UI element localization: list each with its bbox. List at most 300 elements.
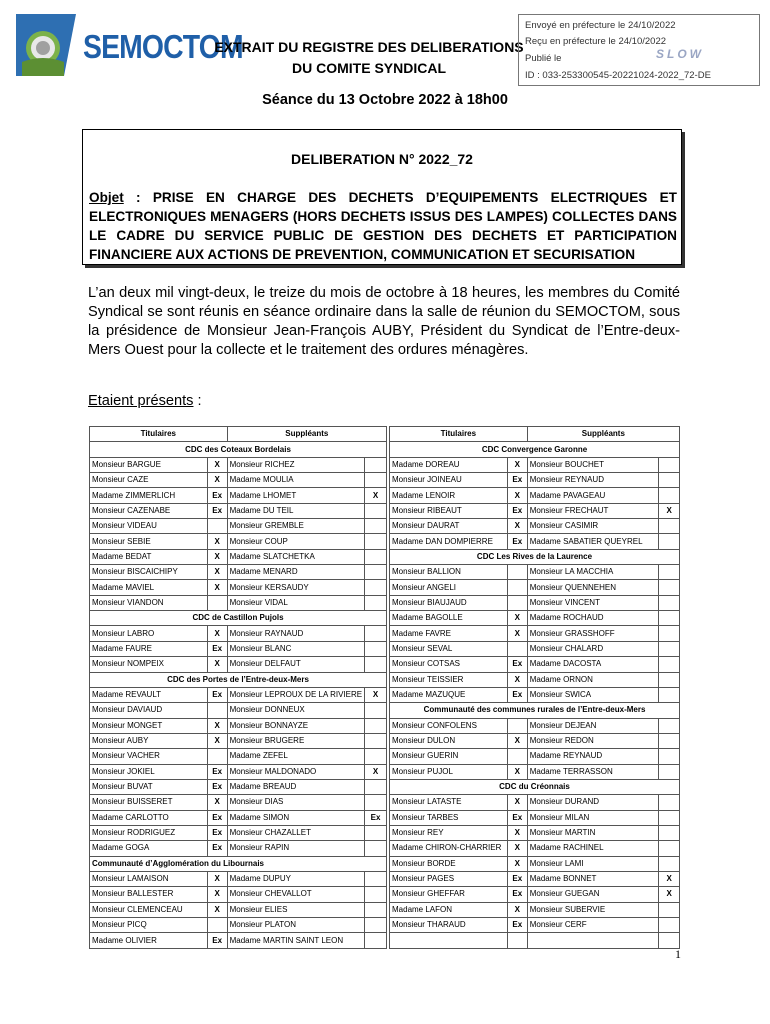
titulaire-name: Monsieur GHEFFAR: [390, 887, 508, 902]
titulaire-name: Madame FAVRE: [390, 626, 508, 641]
titulaire-name: Monsieur BISCAICHIPY: [90, 565, 208, 580]
etaient-label: Etaient présents: [88, 393, 194, 409]
suppleant-mark: [659, 672, 680, 687]
suppleant-mark: [365, 626, 387, 641]
titulaire-name: Monsieur BARGUE: [90, 457, 208, 472]
titulaire-name: Monsieur BUVAT: [90, 779, 208, 794]
titulaire-mark: [507, 595, 527, 610]
titulaire-name: Monsieur AUBY: [90, 733, 208, 748]
suppleant-name: Monsieur DIAS: [227, 795, 365, 810]
titulaire-name: Monsieur GUERIN: [390, 749, 508, 764]
titulaire-mark: X: [507, 672, 527, 687]
titulaire-mark: Ex: [507, 810, 527, 825]
suppleant-name: Madame BREAUD: [227, 779, 365, 794]
suppleant-name: Monsieur KERSAUDY: [227, 580, 365, 595]
titulaire-mark: X: [507, 611, 527, 626]
table-row: [90, 825, 387, 840]
suppleant-mark: [659, 902, 680, 917]
suppleant-mark: X: [365, 764, 387, 779]
titulaire-mark: Ex: [207, 488, 227, 503]
suppleant-mark: [365, 779, 387, 794]
deliberation-objet: [89, 188, 677, 264]
suppleant-name: Monsieur DEJEAN: [527, 718, 659, 733]
suppleant-name: Monsieur ELIES: [227, 902, 365, 917]
slow-logo: SLOW: [656, 47, 704, 61]
titulaire-name: Monsieur RIBEAUT: [390, 503, 508, 518]
titulaire-name: Madame BEDAT: [90, 549, 208, 564]
header-titulaires: Titulaires: [90, 427, 228, 442]
table-row: [90, 749, 387, 764]
table-row: [390, 672, 680, 687]
stamp-recu: Reçu en préfecture le 24/10/2022: [525, 36, 667, 47]
seance-title: Séance du 13 Octobre 2022 à 18h00: [262, 92, 508, 108]
suppleant-name: Monsieur REDON: [527, 733, 659, 748]
suppleant-name: Madame SLATCHETKA: [227, 549, 365, 564]
titulaire-mark: [507, 718, 527, 733]
titulaire-name: Monsieur PUJOL: [390, 764, 508, 779]
suppleant-name: Madame BONNET: [527, 871, 659, 886]
suppleant-name: Madame MENARD: [227, 565, 365, 580]
suppleant-mark: [659, 519, 680, 534]
suppleant-mark: [365, 503, 387, 518]
section-row: [390, 779, 680, 794]
suppleant-name: Monsieur SWICA: [527, 687, 659, 702]
table-row: [390, 810, 680, 825]
suppleant-name: Monsieur RAPIN: [227, 841, 365, 856]
titulaire-name: Monsieur DAVIAUD: [90, 703, 208, 718]
suppleant-mark: [659, 856, 680, 871]
titulaire-name: Monsieur BORDE: [390, 856, 508, 871]
table-row: [90, 580, 387, 595]
titulaire-mark: Ex: [207, 764, 227, 779]
suppleant-name: Monsieur CERF: [527, 918, 659, 933]
suppleant-mark: [659, 810, 680, 825]
suppleant-mark: [659, 595, 680, 610]
suppleant-name: Monsieur GRASSHOFF: [527, 626, 659, 641]
titulaire-name: Monsieur PAGES: [390, 871, 508, 886]
titulaire-mark: [507, 749, 527, 764]
titulaire-name: Madame DOREAU: [390, 457, 508, 472]
suppleant-name: Monsieur BONNAYZE: [227, 718, 365, 733]
titulaire-mark: X: [207, 902, 227, 917]
titulaire-name: Monsieur BIAUJAUD: [390, 595, 508, 610]
titulaire-name: Monsieur BUISSERET: [90, 795, 208, 810]
titulaire-name: Monsieur PICQ: [90, 918, 208, 933]
section-title: Communauté d’Agglomération du Libournais: [90, 856, 387, 871]
titulaire-name: Madame CHIRON-CHARRIER: [390, 841, 508, 856]
titulaire-mark: X: [507, 902, 527, 917]
titulaire-mark: [207, 703, 227, 718]
table-row: [90, 595, 387, 610]
table-row: [90, 549, 387, 564]
table-row: [90, 887, 387, 902]
section-row: [90, 611, 387, 626]
suppleant-mark: [659, 611, 680, 626]
table-row: [90, 687, 387, 702]
table-row: [90, 733, 387, 748]
titulaire-mark: Ex: [207, 641, 227, 656]
titulaire-name: Monsieur VACHER: [90, 749, 208, 764]
titulaire-name: Madame FAURE: [90, 641, 208, 656]
suppleant-name: Monsieur BRUGERE: [227, 733, 365, 748]
suppleant-name: Monsieur REYNAUD: [527, 473, 659, 488]
titulaire-name: Madame ZIMMERLICH: [90, 488, 208, 503]
table-row: [390, 687, 680, 702]
section-title: CDC du Créonnais: [390, 779, 680, 794]
suppleant-mark: [365, 657, 387, 672]
deliberation-box: [82, 129, 682, 265]
titulaire-name: Monsieur CLEMENCEAU: [90, 902, 208, 917]
titulaire-mark: [507, 580, 527, 595]
titulaire-name: Monsieur BALLION: [390, 565, 508, 580]
titulaire-mark: X: [507, 457, 527, 472]
suppleant-mark: [365, 703, 387, 718]
table-row: [90, 841, 387, 856]
suppleant-mark: [365, 918, 387, 933]
titulaire-name: Madame LAFON: [390, 902, 508, 917]
table-row: [390, 488, 680, 503]
suppleant-mark: [659, 488, 680, 503]
table-row: [90, 795, 387, 810]
suppleant-mark: [659, 718, 680, 733]
logo-text: SEMOCTOM: [83, 28, 243, 65]
table-row: [390, 626, 680, 641]
titulaire-name: Monsieur LATASTE: [390, 795, 508, 810]
titulaire-name: Monsieur VIDEAU: [90, 519, 208, 534]
suppleant-name: Monsieur MALDONADO: [227, 764, 365, 779]
titulaire-mark: Ex: [207, 779, 227, 794]
table-row: [390, 733, 680, 748]
table-row: [390, 871, 680, 886]
suppleant-name: Monsieur LEPROUX DE LA RIVIERE: [227, 687, 365, 702]
titulaire-mark: Ex: [507, 687, 527, 702]
suppleant-mark: [659, 918, 680, 933]
suppleant-mark: X: [365, 488, 387, 503]
suppleant-name: Monsieur COUP: [227, 534, 365, 549]
suppleant-mark: [365, 825, 387, 840]
suppleant-name: Monsieur CHALARD: [527, 641, 659, 656]
titulaire-mark: X: [507, 825, 527, 840]
titulaire-mark: Ex: [207, 933, 227, 948]
header-titulaires: Titulaires: [390, 427, 528, 442]
suppleant-mark: [365, 749, 387, 764]
suppleant-mark: [659, 565, 680, 580]
suppleant-mark: [659, 795, 680, 810]
table-row: [390, 580, 680, 595]
suppleant-name: Monsieur CHEVALLOT: [227, 887, 365, 902]
suppleant-mark: [365, 534, 387, 549]
suppleant-name: [527, 933, 659, 948]
suppleant-name: Monsieur DELFAUT: [227, 657, 365, 672]
titulaire-mark: Ex: [507, 918, 527, 933]
table-row: [90, 718, 387, 733]
titulaire-mark: X: [507, 626, 527, 641]
suppleant-mark: [365, 841, 387, 856]
titulaire-mark: X: [207, 549, 227, 564]
titulaire-name: Monsieur SEVAL: [390, 641, 508, 656]
suppleant-name: Madame SABATIER QUEYREL: [527, 534, 659, 549]
section-title: CDC des Coteaux Bordelais: [90, 442, 387, 457]
titulaire-name: Monsieur CONFOLENS: [390, 718, 508, 733]
titulaire-mark: Ex: [507, 887, 527, 902]
suppleant-name: Madame DACOSTA: [527, 657, 659, 672]
suppleant-mark: [659, 473, 680, 488]
suppleant-name: Monsieur VIDAL: [227, 595, 365, 610]
titulaire-name: Monsieur REY: [390, 825, 508, 840]
table-row: [390, 902, 680, 917]
deliberation-number: DELIBERATION N° 2022_72: [291, 151, 473, 167]
suppleant-mark: [365, 902, 387, 917]
intro-paragraph: L’an deux mil vingt-deux, le treize du mois de octobre à 18 heures, les membres du Comité Syndical se sont réunis en séance ordinaire dans la salle de réunion du SEMOCTOM, sous la présidence de Monsieur Jean-François AUBY, Président du Syndicat de l’Entre-deux-Mers Ouest pour la collecte et le traitement des ordures ménagères.: [88, 285, 680, 358]
suppleant-mark: [659, 641, 680, 656]
table-row: [90, 933, 387, 948]
stamp-envoye: Envoyé en préfecture le 24/10/2022: [525, 20, 676, 31]
suppleant-name: Monsieur RAYNAUD: [227, 626, 365, 641]
suppleant-mark: [659, 687, 680, 702]
suppleant-name: Monsieur GUEGAN: [527, 887, 659, 902]
section-title: Communauté des communes rurales de l’Entre-deux-Mers: [390, 703, 680, 718]
section-row: [390, 549, 680, 564]
stamp-publie: Publié le: [525, 53, 562, 64]
table-row: [390, 825, 680, 840]
suppleant-mark: [659, 626, 680, 641]
titulaire-mark: X: [207, 871, 227, 886]
table-row: [90, 473, 387, 488]
titulaire-name: Monsieur VIANDON: [90, 595, 208, 610]
suppleant-mark: X: [659, 887, 680, 902]
table-row: [90, 918, 387, 933]
table-row: [90, 657, 387, 672]
titulaire-name: Madame LENOIR: [390, 488, 508, 503]
header-suppleants: Suppléants: [227, 427, 386, 442]
table-row: [390, 933, 680, 948]
suppleant-name: Monsieur DURAND: [527, 795, 659, 810]
table-header-row: [90, 427, 387, 442]
table-row: [90, 503, 387, 518]
section-row: [90, 672, 387, 687]
suppleant-name: Madame SIMON: [227, 810, 365, 825]
titulaire-mark: X: [207, 657, 227, 672]
table-row: [390, 657, 680, 672]
suppleant-name: Monsieur LA MACCHIA: [527, 565, 659, 580]
header-line-1: EXTRAIT DU REGISTRE DES DELIBERATIONS: [214, 39, 524, 55]
section-title: CDC Les Rives de la Laurence: [390, 549, 680, 564]
titulaire-name: Monsieur CAZENABE: [90, 503, 208, 518]
titulaire-mark: X: [207, 457, 227, 472]
table-row: [90, 534, 387, 549]
suppleant-mark: [365, 887, 387, 902]
titulaire-name: Monsieur JOINEAU: [390, 473, 508, 488]
table-row: [390, 565, 680, 580]
objet-text: : PRISE EN CHARGE DES DECHETS D’EQUIPEMENTS ELECTRIQUES ET ELECTRONIQUES MENAGERS (HORS DECHETS ISSUS DES LAMPES) COLLECTES DANS LE CADRE DU SERVICE PUBLIC DE GESTION DES DECHETS ET PARTICIPATION FINANCIERE AUX ACTIONS DE PREVENTION, COMMUNICATION ET SECURISATION: [89, 190, 677, 262]
suppleant-mark: [659, 657, 680, 672]
suppleant-mark: [659, 580, 680, 595]
titulaire-mark: X: [207, 733, 227, 748]
table-row: [390, 841, 680, 856]
table-row: [90, 565, 387, 580]
titulaire-name: Monsieur TARBES: [390, 810, 508, 825]
stamp-id: ID : 033-253300545-20221024-2022_72-DE: [525, 70, 711, 81]
table-row: [90, 902, 387, 917]
titulaire-mark: [507, 565, 527, 580]
table-row: [390, 718, 680, 733]
suppleant-name: Madame PAVAGEAU: [527, 488, 659, 503]
suppleant-mark: [659, 733, 680, 748]
suppleant-mark: Ex: [365, 810, 387, 825]
table-row: [390, 795, 680, 810]
suppleant-mark: [365, 473, 387, 488]
titulaire-name: Madame OLIVIER: [90, 933, 208, 948]
suppleant-name: Madame TERRASSON: [527, 764, 659, 779]
titulaire-name: Monsieur CAZE: [90, 473, 208, 488]
titulaire-name: Madame MAVIEL: [90, 580, 208, 595]
table-row: [90, 488, 387, 503]
suppleant-mark: [659, 457, 680, 472]
titulaire-name: Madame MAZUQUE: [390, 687, 508, 702]
titulaire-name: [390, 933, 508, 948]
titulaire-name: Monsieur ANGELI: [390, 580, 508, 595]
table-row: [90, 519, 387, 534]
titulaire-mark: X: [507, 841, 527, 856]
titulaire-name: Monsieur RODRIGUEZ: [90, 825, 208, 840]
table-row: [390, 457, 680, 472]
titulaire-name: Monsieur JOKIEL: [90, 764, 208, 779]
titulaire-mark: X: [507, 795, 527, 810]
titulaire-mark: X: [207, 580, 227, 595]
titulaire-mark: X: [207, 626, 227, 641]
suppleant-name: Madame LHOMET: [227, 488, 365, 503]
titulaire-mark: [207, 918, 227, 933]
titulaire-mark: Ex: [207, 810, 227, 825]
suppleant-mark: [365, 549, 387, 564]
header-suppleants: Suppléants: [527, 427, 679, 442]
section-title: CDC des Portes de l’Entre-deux-Mers: [90, 672, 387, 687]
suppleant-name: Monsieur CHAZALLET: [227, 825, 365, 840]
suppleant-mark: [365, 565, 387, 580]
objet-label: Objet: [89, 190, 124, 205]
titulaire-name: Monsieur THARAUD: [390, 918, 508, 933]
section-row: [90, 856, 387, 871]
titulaire-name: Monsieur LAMAISON: [90, 871, 208, 886]
suppleant-mark: [365, 457, 387, 472]
titulaire-name: Madame GOGA: [90, 841, 208, 856]
suppleant-mark: [365, 641, 387, 656]
titulaire-mark: Ex: [207, 503, 227, 518]
titulaire-mark: [207, 749, 227, 764]
suppleant-name: Madame RACHINEL: [527, 841, 659, 856]
table-row: [390, 641, 680, 656]
suppleant-name: Madame ROCHAUD: [527, 611, 659, 626]
titulaire-name: Monsieur BALLESTER: [90, 887, 208, 902]
titulaire-mark: X: [207, 565, 227, 580]
suppleant-mark: X: [659, 871, 680, 886]
suppleant-name: Monsieur GREMBLE: [227, 519, 365, 534]
section-row: [390, 703, 680, 718]
titulaire-mark: Ex: [507, 871, 527, 886]
titulaire-name: Monsieur TEISSIER: [390, 672, 508, 687]
table-row: [390, 764, 680, 779]
suppleant-mark: [365, 795, 387, 810]
section-title: CDC Convergence Garonne: [390, 442, 680, 457]
titulaire-name: Monsieur DAURAT: [390, 519, 508, 534]
suppleant-name: Monsieur SUBERVIE: [527, 902, 659, 917]
suppleant-mark: X: [659, 503, 680, 518]
etaient-suffix: :: [193, 393, 202, 409]
titulaire-mark: X: [507, 488, 527, 503]
titulaire-name: Madame DAN DOMPIERRE: [390, 534, 508, 549]
titulaire-name: Monsieur NOMPEIX: [90, 657, 208, 672]
table-row: [390, 856, 680, 871]
titulaire-mark: X: [507, 519, 527, 534]
titulaire-name: Monsieur LABRO: [90, 626, 208, 641]
table-row: [390, 918, 680, 933]
page-number: 1: [675, 947, 681, 961]
titulaire-mark: Ex: [507, 534, 527, 549]
document-header: [214, 37, 524, 79]
suppleant-name: Monsieur DONNEUX: [227, 703, 365, 718]
table-row: [390, 887, 680, 902]
suppleant-mark: [659, 749, 680, 764]
titulaire-mark: X: [207, 473, 227, 488]
table-row: [390, 595, 680, 610]
table-row: [90, 626, 387, 641]
suppleant-name: Monsieur CASIMIR: [527, 519, 659, 534]
titulaire-mark: X: [507, 764, 527, 779]
titulaire-mark: X: [507, 856, 527, 871]
suppleant-name: Monsieur BOUCHET: [527, 457, 659, 472]
titulaire-mark: Ex: [507, 473, 527, 488]
titulaire-name: Madame REVAULT: [90, 687, 208, 702]
titulaire-name: Monsieur SEBIE: [90, 534, 208, 549]
titulaire-mark: [207, 519, 227, 534]
suppleant-name: Monsieur RICHEZ: [227, 457, 365, 472]
suppleant-name: Madame ZEFEL: [227, 749, 365, 764]
suppleant-mark: [659, 841, 680, 856]
suppleant-name: Monsieur FRECHAUT: [527, 503, 659, 518]
suppleant-name: Madame MARTIN SAINT LEON: [227, 933, 365, 948]
section-row: [390, 442, 680, 457]
titulaire-mark: X: [507, 733, 527, 748]
suppleant-mark: [659, 764, 680, 779]
titulaire-name: Madame BAGOLLE: [390, 611, 508, 626]
suppleant-mark: [659, 534, 680, 549]
titulaire-mark: X: [207, 534, 227, 549]
suppleant-mark: [365, 733, 387, 748]
section-title: CDC de Castillon Pujols: [90, 611, 387, 626]
table-row: [390, 473, 680, 488]
suppleant-mark: [365, 871, 387, 886]
suppleant-name: Monsieur MILAN: [527, 810, 659, 825]
suppleant-mark: [365, 595, 387, 610]
table-row: [90, 764, 387, 779]
suppleant-name: Monsieur VINCENT: [527, 595, 659, 610]
titulaire-mark: [207, 595, 227, 610]
suppleant-mark: [365, 580, 387, 595]
etaient-presents: [88, 393, 202, 409]
attendance-table-left: [89, 426, 387, 949]
suppleant-mark: X: [365, 687, 387, 702]
suppleant-name: Madame DU TEIL: [227, 503, 365, 518]
table-row: [390, 749, 680, 764]
suppleant-name: Monsieur QUENNEHEN: [527, 580, 659, 595]
table-row: [390, 519, 680, 534]
titulaire-name: Monsieur MONGET: [90, 718, 208, 733]
suppleant-name: Madame ORNON: [527, 672, 659, 687]
titulaire-mark: [507, 641, 527, 656]
suppleant-name: Monsieur PLATON: [227, 918, 365, 933]
suppleant-mark: [659, 933, 680, 948]
suppleant-mark: [365, 933, 387, 948]
